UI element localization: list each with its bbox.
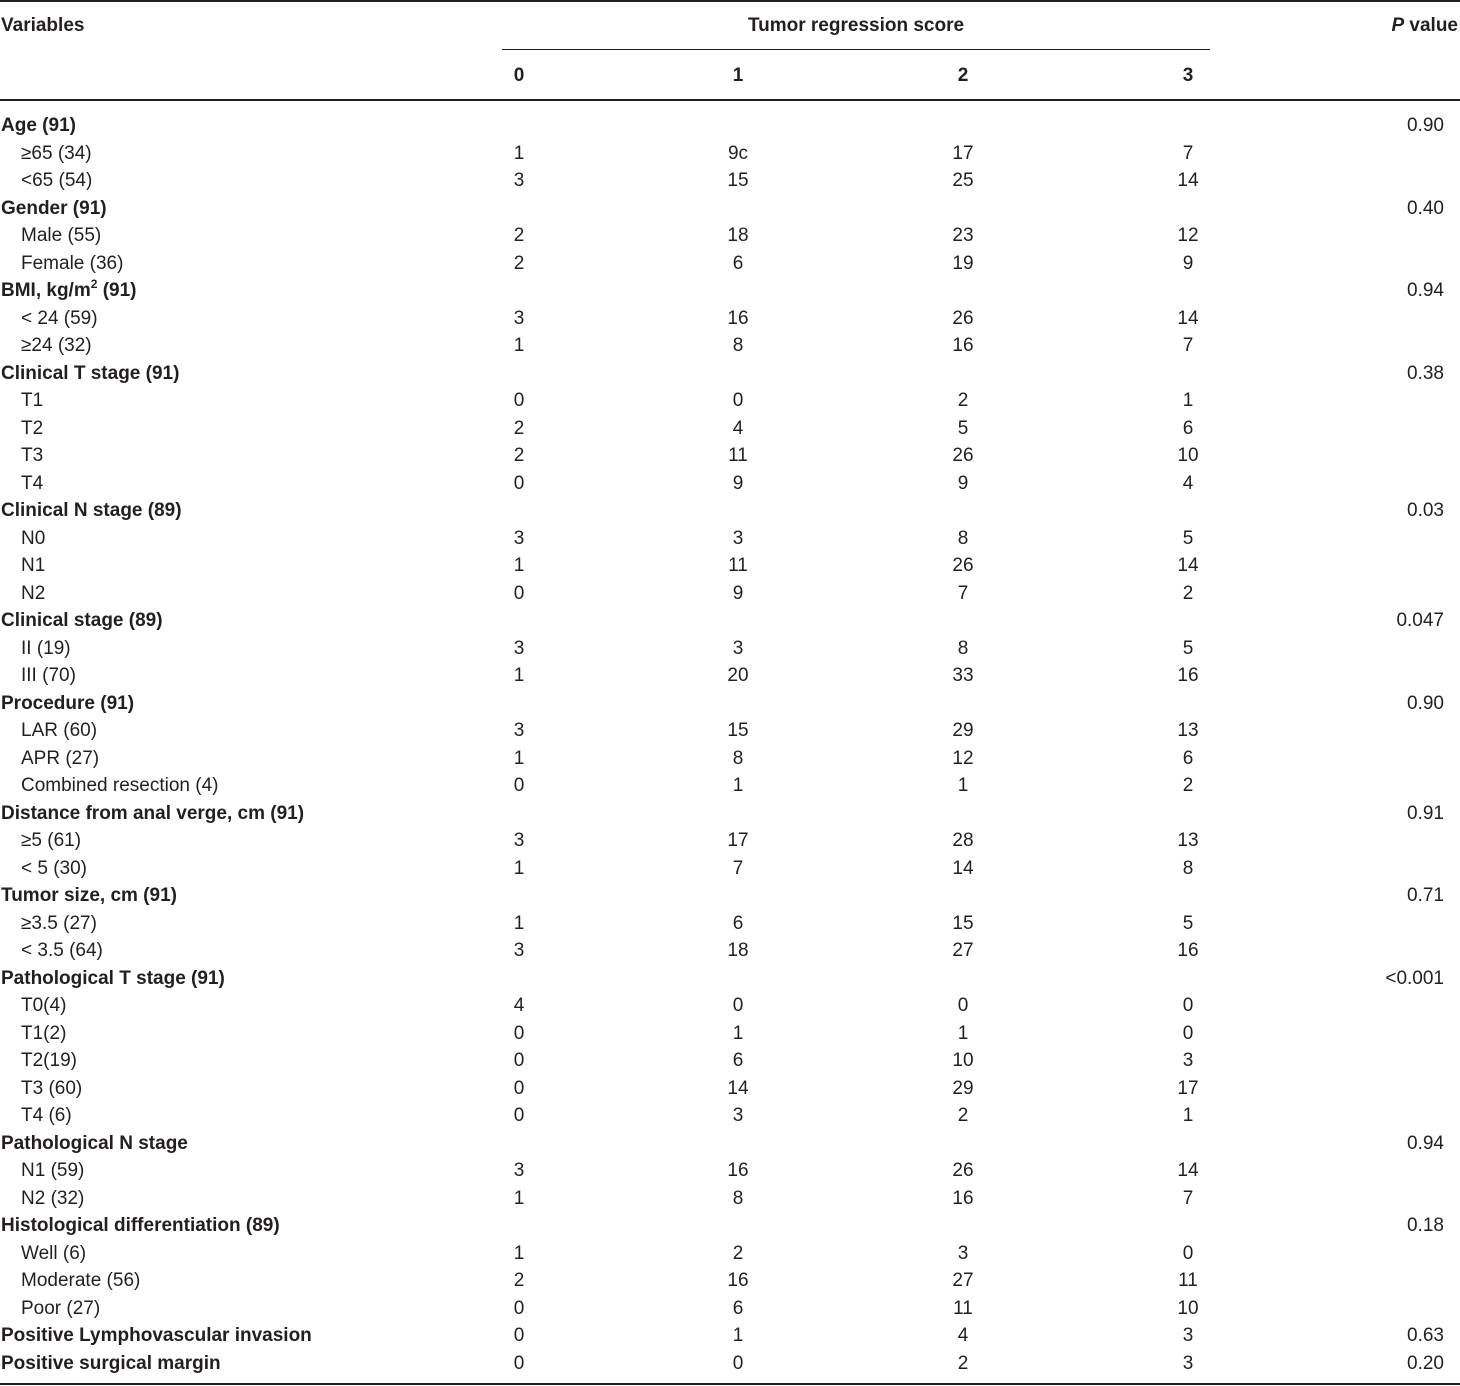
cell-score-3: 10 (1177, 445, 1199, 466)
row-label: T4 (6) (21, 1105, 72, 1126)
cell-score-1: 9 (732, 472, 744, 494)
row-label: Tumor size, cm (91) (1, 885, 177, 906)
table-row (0, 470, 1460, 498)
table-body (0, 112, 1460, 1377)
table-row (0, 1047, 1460, 1075)
table-group-row (0, 497, 1460, 525)
cell-score-2: 14 (952, 857, 974, 879)
cell-score-3: 6 (1182, 747, 1194, 769)
cell-score-2: 12 (952, 747, 974, 769)
cell-p-value: 0.18 (1407, 1215, 1444, 1236)
cell-score-0: 0 (513, 582, 525, 604)
cell-score-3: 14 (1177, 170, 1199, 191)
table-row (0, 992, 1460, 1020)
row-label: Clinical T stage (91) (1, 362, 180, 384)
row-label: ≥5 (61) (21, 830, 82, 851)
cell-score-3: 16 (1177, 665, 1199, 686)
cell-score-0: 3 (513, 830, 525, 851)
cell-score-3: 3 (1182, 1352, 1194, 1374)
cell-score-1: 20 (727, 665, 749, 686)
table-row (0, 937, 1460, 965)
row-label: Combined resection (4) (21, 775, 219, 796)
row-label: Poor (27) (21, 1297, 101, 1319)
cell-score-0: 0 (513, 1077, 525, 1099)
cell-score-1: 8 (732, 335, 744, 356)
table-row (0, 580, 1460, 608)
row-label: T1 (21, 390, 44, 411)
table-row (0, 525, 1460, 553)
row-label-text: BMI, kg/m (1, 280, 91, 301)
cell-score-0: 0 (513, 1352, 525, 1374)
cell-score-0: 3 (513, 1160, 525, 1181)
cell-score-0: 3 (513, 720, 525, 741)
cell-score-1: 18 (727, 225, 749, 246)
table-row (0, 662, 1460, 690)
row-label: Moderate (56) (21, 1270, 141, 1291)
row-label: Clinical stage (89) (1, 610, 163, 631)
row-label: T3 (60) (21, 1077, 83, 1099)
cell-score-1: 18 (727, 940, 749, 961)
cell-score-2: 8 (957, 637, 969, 659)
cell-score-0: 2 (513, 1270, 525, 1291)
cell-score-3: 1 (1182, 1105, 1194, 1126)
cell-score-2: 26 (952, 1160, 974, 1181)
table-row (0, 1295, 1460, 1323)
row-label: T1(2) (21, 1022, 67, 1044)
table-row (0, 910, 1460, 938)
cell-score-2: 1 (957, 1022, 969, 1044)
table-row (0, 1240, 1460, 1268)
cell-score-1: 1 (732, 1022, 744, 1044)
row-label: Distance from anal verge, cm (91) (1, 802, 305, 824)
table-group-row (0, 965, 1460, 993)
cell-score-3: 7 (1182, 1187, 1194, 1209)
cell-score-0: 2 (513, 252, 525, 274)
cell-score-1: 11 (728, 555, 748, 576)
cell-score-1: 1 (732, 775, 744, 796)
row-label: < 5 (30) (21, 857, 88, 879)
row-label: T3 (21, 445, 44, 466)
cell-score-0: 1 (513, 1187, 525, 1209)
cell-score-3: 13 (1177, 720, 1199, 741)
table-row (0, 1185, 1460, 1213)
cell-p-value: 0.94 (1407, 1132, 1444, 1154)
cell-score-0: 2 (513, 225, 525, 246)
cell-score-0: 2 (513, 417, 525, 439)
header-group-rule (502, 49, 1210, 50)
table-group-row (0, 195, 1460, 223)
cell-score-2: 26 (952, 307, 974, 329)
cell-score-3: 0 (1182, 1242, 1194, 1264)
cell-score-3: 16 (1177, 940, 1199, 961)
cell-score-2: 9 (957, 472, 969, 494)
cell-score-2: 0 (957, 995, 969, 1016)
row-label: < 24 (59) (21, 307, 98, 329)
table-row (0, 717, 1460, 745)
row-label: III (70) (21, 665, 76, 686)
header-score-0: 0 (513, 65, 525, 86)
cell-score-1: 15 (727, 720, 749, 741)
cell-score-1: 3 (732, 1105, 744, 1126)
table-row (0, 442, 1460, 470)
cell-score-1: 9 (732, 582, 744, 604)
header-score-3: 3 (1182, 65, 1194, 86)
row-label: T2 (21, 417, 44, 439)
cell-p-value: 0.94 (1407, 280, 1444, 301)
cell-p-value: 0.047 (1396, 610, 1444, 631)
table-group-row (0, 690, 1460, 718)
cell-score-0: 0 (513, 1105, 525, 1126)
cell-p-value: 0.90 (1407, 115, 1444, 136)
row-label: II (19) (21, 637, 71, 659)
table-group-row (0, 1350, 1460, 1378)
header-score-2: 2 (957, 65, 969, 86)
cell-score-1: 6 (732, 1297, 744, 1319)
cell-score-1: 9c (727, 142, 749, 164)
cell-score-3: 14 (1177, 1160, 1199, 1181)
row-label (1, 277, 137, 305)
cell-score-3: 5 (1182, 527, 1194, 549)
cell-score-3: 2 (1182, 775, 1194, 796)
cell-score-0: 0 (513, 1325, 525, 1346)
table-row (0, 745, 1460, 773)
cell-score-2: 26 (952, 555, 974, 576)
cell-score-2: 33 (952, 665, 974, 686)
cell-score-0: 0 (513, 390, 525, 411)
cell-score-1: 15 (727, 170, 749, 191)
cell-score-2: 8 (957, 527, 969, 549)
table-row (0, 167, 1460, 195)
table-row (0, 305, 1460, 333)
cell-score-2: 23 (952, 225, 974, 246)
cell-score-0: 1 (513, 912, 525, 934)
cell-score-0: 3 (513, 170, 525, 191)
header-p-value (1391, 14, 1458, 38)
row-label: Clinical N stage (89) (1, 500, 182, 521)
cell-score-1: 16 (727, 307, 749, 329)
cell-score-2: 1 (957, 775, 969, 796)
cell-score-2: 5 (957, 417, 969, 439)
row-label: <65 (54) (21, 170, 93, 191)
header-variables: Variables (1, 15, 85, 36)
table-group-row (0, 1212, 1460, 1240)
cell-score-2: 2 (957, 1105, 969, 1126)
row-label: Gender (91) (1, 197, 107, 219)
cell-p-value: 0.63 (1407, 1325, 1444, 1346)
cell-score-0: 3 (513, 940, 525, 961)
table-group-row (0, 112, 1460, 140)
table-row (0, 140, 1460, 168)
cell-score-2: 11 (953, 1297, 973, 1319)
cell-p-value: 0.38 (1407, 362, 1444, 384)
cell-score-3: 6 (1182, 417, 1194, 439)
cell-score-3: 12 (1177, 225, 1199, 246)
cell-score-3: 0 (1182, 995, 1194, 1016)
cell-score-1: 17 (727, 830, 749, 851)
cell-score-0: 3 (513, 307, 525, 329)
row-label: N0 (21, 527, 46, 549)
row-label: Age (91) (1, 115, 76, 136)
header-p-rest: value (1404, 15, 1458, 36)
cell-score-3: 5 (1182, 912, 1194, 934)
table-row (0, 635, 1460, 663)
cell-score-2: 29 (952, 1077, 974, 1099)
cell-score-2: 2 (957, 1352, 969, 1374)
table-group-row (0, 360, 1460, 388)
table-row (0, 1267, 1460, 1295)
row-label: N1 (21, 555, 46, 576)
cell-score-3: 13 (1177, 830, 1199, 851)
cell-score-2: 27 (952, 1270, 974, 1291)
table-group-row (0, 277, 1460, 305)
cell-score-1: 16 (727, 1160, 749, 1181)
row-label: T2(19) (21, 1050, 77, 1071)
table-group-row (0, 1322, 1460, 1350)
table-row (0, 332, 1460, 360)
cell-score-0: 2 (513, 445, 525, 466)
cell-score-2: 19 (952, 252, 974, 274)
cell-score-0: 1 (513, 857, 525, 879)
cell-score-2: 7 (957, 582, 969, 604)
cell-score-0: 1 (513, 142, 525, 164)
cell-p-value: 0.91 (1407, 802, 1444, 824)
cell-p-value: <0.001 (1385, 967, 1444, 989)
cell-score-2: 2 (957, 390, 969, 411)
cell-score-2: 3 (957, 1242, 969, 1264)
row-label: Positive surgical margin (1, 1352, 221, 1374)
header-tumor-regression-score: Tumor regression score (747, 15, 965, 36)
cell-score-0: 4 (513, 995, 525, 1016)
row-label: Pathological N stage (1, 1132, 188, 1154)
cell-score-2: 25 (952, 170, 974, 191)
cell-score-1: 16 (727, 1270, 749, 1291)
cell-score-3: 9 (1182, 252, 1194, 274)
row-label: ≥3.5 (27) (21, 912, 97, 934)
cell-score-3: 10 (1177, 1297, 1199, 1319)
cell-score-3: 14 (1177, 555, 1199, 576)
cell-score-1: 8 (732, 747, 744, 769)
cell-score-0: 3 (513, 527, 525, 549)
cell-score-3: 11 (1178, 1270, 1198, 1291)
table-group-row (0, 607, 1460, 635)
table-row (0, 1102, 1460, 1130)
table-row (0, 415, 1460, 443)
cell-score-1: 6 (732, 1050, 744, 1071)
cell-score-1: 0 (732, 995, 744, 1016)
row-label: ≥24 (32) (21, 335, 92, 356)
cell-score-2: 26 (952, 445, 974, 466)
top-rule (0, 0, 1460, 2)
cell-score-0: 1 (513, 665, 525, 686)
cell-score-3: 7 (1182, 335, 1194, 356)
row-label: T4 (21, 472, 44, 494)
row-label: Histological differentiation (89) (1, 1215, 280, 1236)
table-row (0, 1075, 1460, 1103)
cell-score-0: 1 (513, 555, 525, 576)
table-group-row (0, 1130, 1460, 1158)
cell-score-2: 16 (952, 1187, 974, 1209)
cell-score-2: 28 (952, 830, 974, 851)
cell-score-1: 7 (732, 857, 744, 879)
cell-score-1: 4 (732, 417, 744, 439)
cell-score-1: 0 (732, 1352, 744, 1374)
row-label: Procedure (91) (1, 692, 135, 714)
cell-score-2: 27 (952, 940, 974, 961)
table-row (0, 855, 1460, 883)
cell-p-value: 0.03 (1407, 500, 1444, 521)
cell-score-3: 7 (1182, 142, 1194, 164)
cell-score-2: 10 (952, 1050, 974, 1071)
cell-score-1: 14 (727, 1077, 749, 1099)
cell-score-2: 16 (952, 335, 974, 356)
cell-score-1: 11 (728, 445, 748, 466)
row-label: Male (55) (21, 225, 102, 246)
row-label: ≥65 (34) (21, 142, 92, 164)
row-label-superscript: 2 (90, 277, 98, 291)
cell-score-0: 1 (513, 1242, 525, 1264)
table-row (0, 1157, 1460, 1185)
cell-score-0: 0 (513, 472, 525, 494)
table-row (0, 1020, 1460, 1048)
cell-p-value: 0.90 (1407, 692, 1444, 714)
cell-score-3: 14 (1177, 307, 1199, 329)
cell-score-0: 0 (513, 1050, 525, 1071)
cell-score-3: 4 (1182, 472, 1194, 494)
cell-p-value: 0.40 (1407, 197, 1444, 219)
cell-score-0: 0 (513, 1297, 525, 1319)
bottom-rule (0, 1383, 1460, 1385)
cell-score-3: 1 (1182, 390, 1194, 411)
cell-score-3: 3 (1182, 1325, 1194, 1346)
row-label: Positive Lymphovascular invasion (1, 1325, 312, 1346)
cell-score-1: 3 (732, 527, 744, 549)
table-row (0, 250, 1460, 278)
cell-score-3: 17 (1177, 1077, 1199, 1099)
cell-score-0: 0 (513, 775, 525, 796)
row-label: N2 (32) (21, 1187, 85, 1209)
row-label: N1 (59) (21, 1160, 85, 1181)
row-label: Female (36) (21, 252, 124, 274)
cell-score-2: 29 (952, 720, 974, 741)
header-score-1: 1 (732, 65, 744, 86)
row-label: < 3.5 (64) (21, 940, 103, 961)
header-p-italic: P (1391, 15, 1405, 36)
cell-score-3: 8 (1182, 857, 1194, 879)
row-label: N2 (21, 582, 46, 604)
cell-score-0: 0 (513, 1022, 525, 1044)
cell-p-value: 0.71 (1407, 885, 1444, 906)
table-group-row (0, 800, 1460, 828)
cell-score-2: 15 (952, 912, 974, 934)
cell-score-3: 2 (1182, 582, 1194, 604)
row-label: Well (6) (21, 1242, 87, 1264)
row-label: LAR (60) (21, 720, 98, 741)
cell-score-1: 2 (732, 1242, 744, 1264)
cell-score-2: 17 (952, 142, 974, 164)
row-label-suffix: (91) (97, 280, 137, 301)
cell-score-0: 1 (513, 747, 525, 769)
cell-score-0: 1 (513, 335, 525, 356)
cell-score-3: 3 (1182, 1050, 1194, 1071)
cell-score-1: 0 (732, 390, 744, 411)
cell-score-3: 0 (1182, 1022, 1194, 1044)
table-row (0, 552, 1460, 580)
cell-score-1: 3 (732, 637, 744, 659)
cell-score-1: 8 (732, 1187, 744, 1209)
table-group-row (0, 882, 1460, 910)
table-row (0, 827, 1460, 855)
cell-score-1: 6 (732, 912, 744, 934)
cell-score-3: 5 (1182, 637, 1194, 659)
table-row (0, 772, 1460, 800)
cell-score-2: 4 (957, 1325, 969, 1346)
row-label: APR (27) (21, 747, 100, 769)
table-row (0, 387, 1460, 415)
row-label: T0(4) (21, 995, 67, 1016)
cell-p-value: 0.20 (1407, 1352, 1444, 1374)
cell-score-1: 1 (732, 1325, 744, 1346)
row-label: Pathological T stage (91) (1, 967, 225, 989)
cell-score-1: 6 (732, 252, 744, 274)
header-bottom-rule (0, 99, 1460, 101)
table-row (0, 222, 1460, 250)
cell-score-0: 3 (513, 637, 525, 659)
